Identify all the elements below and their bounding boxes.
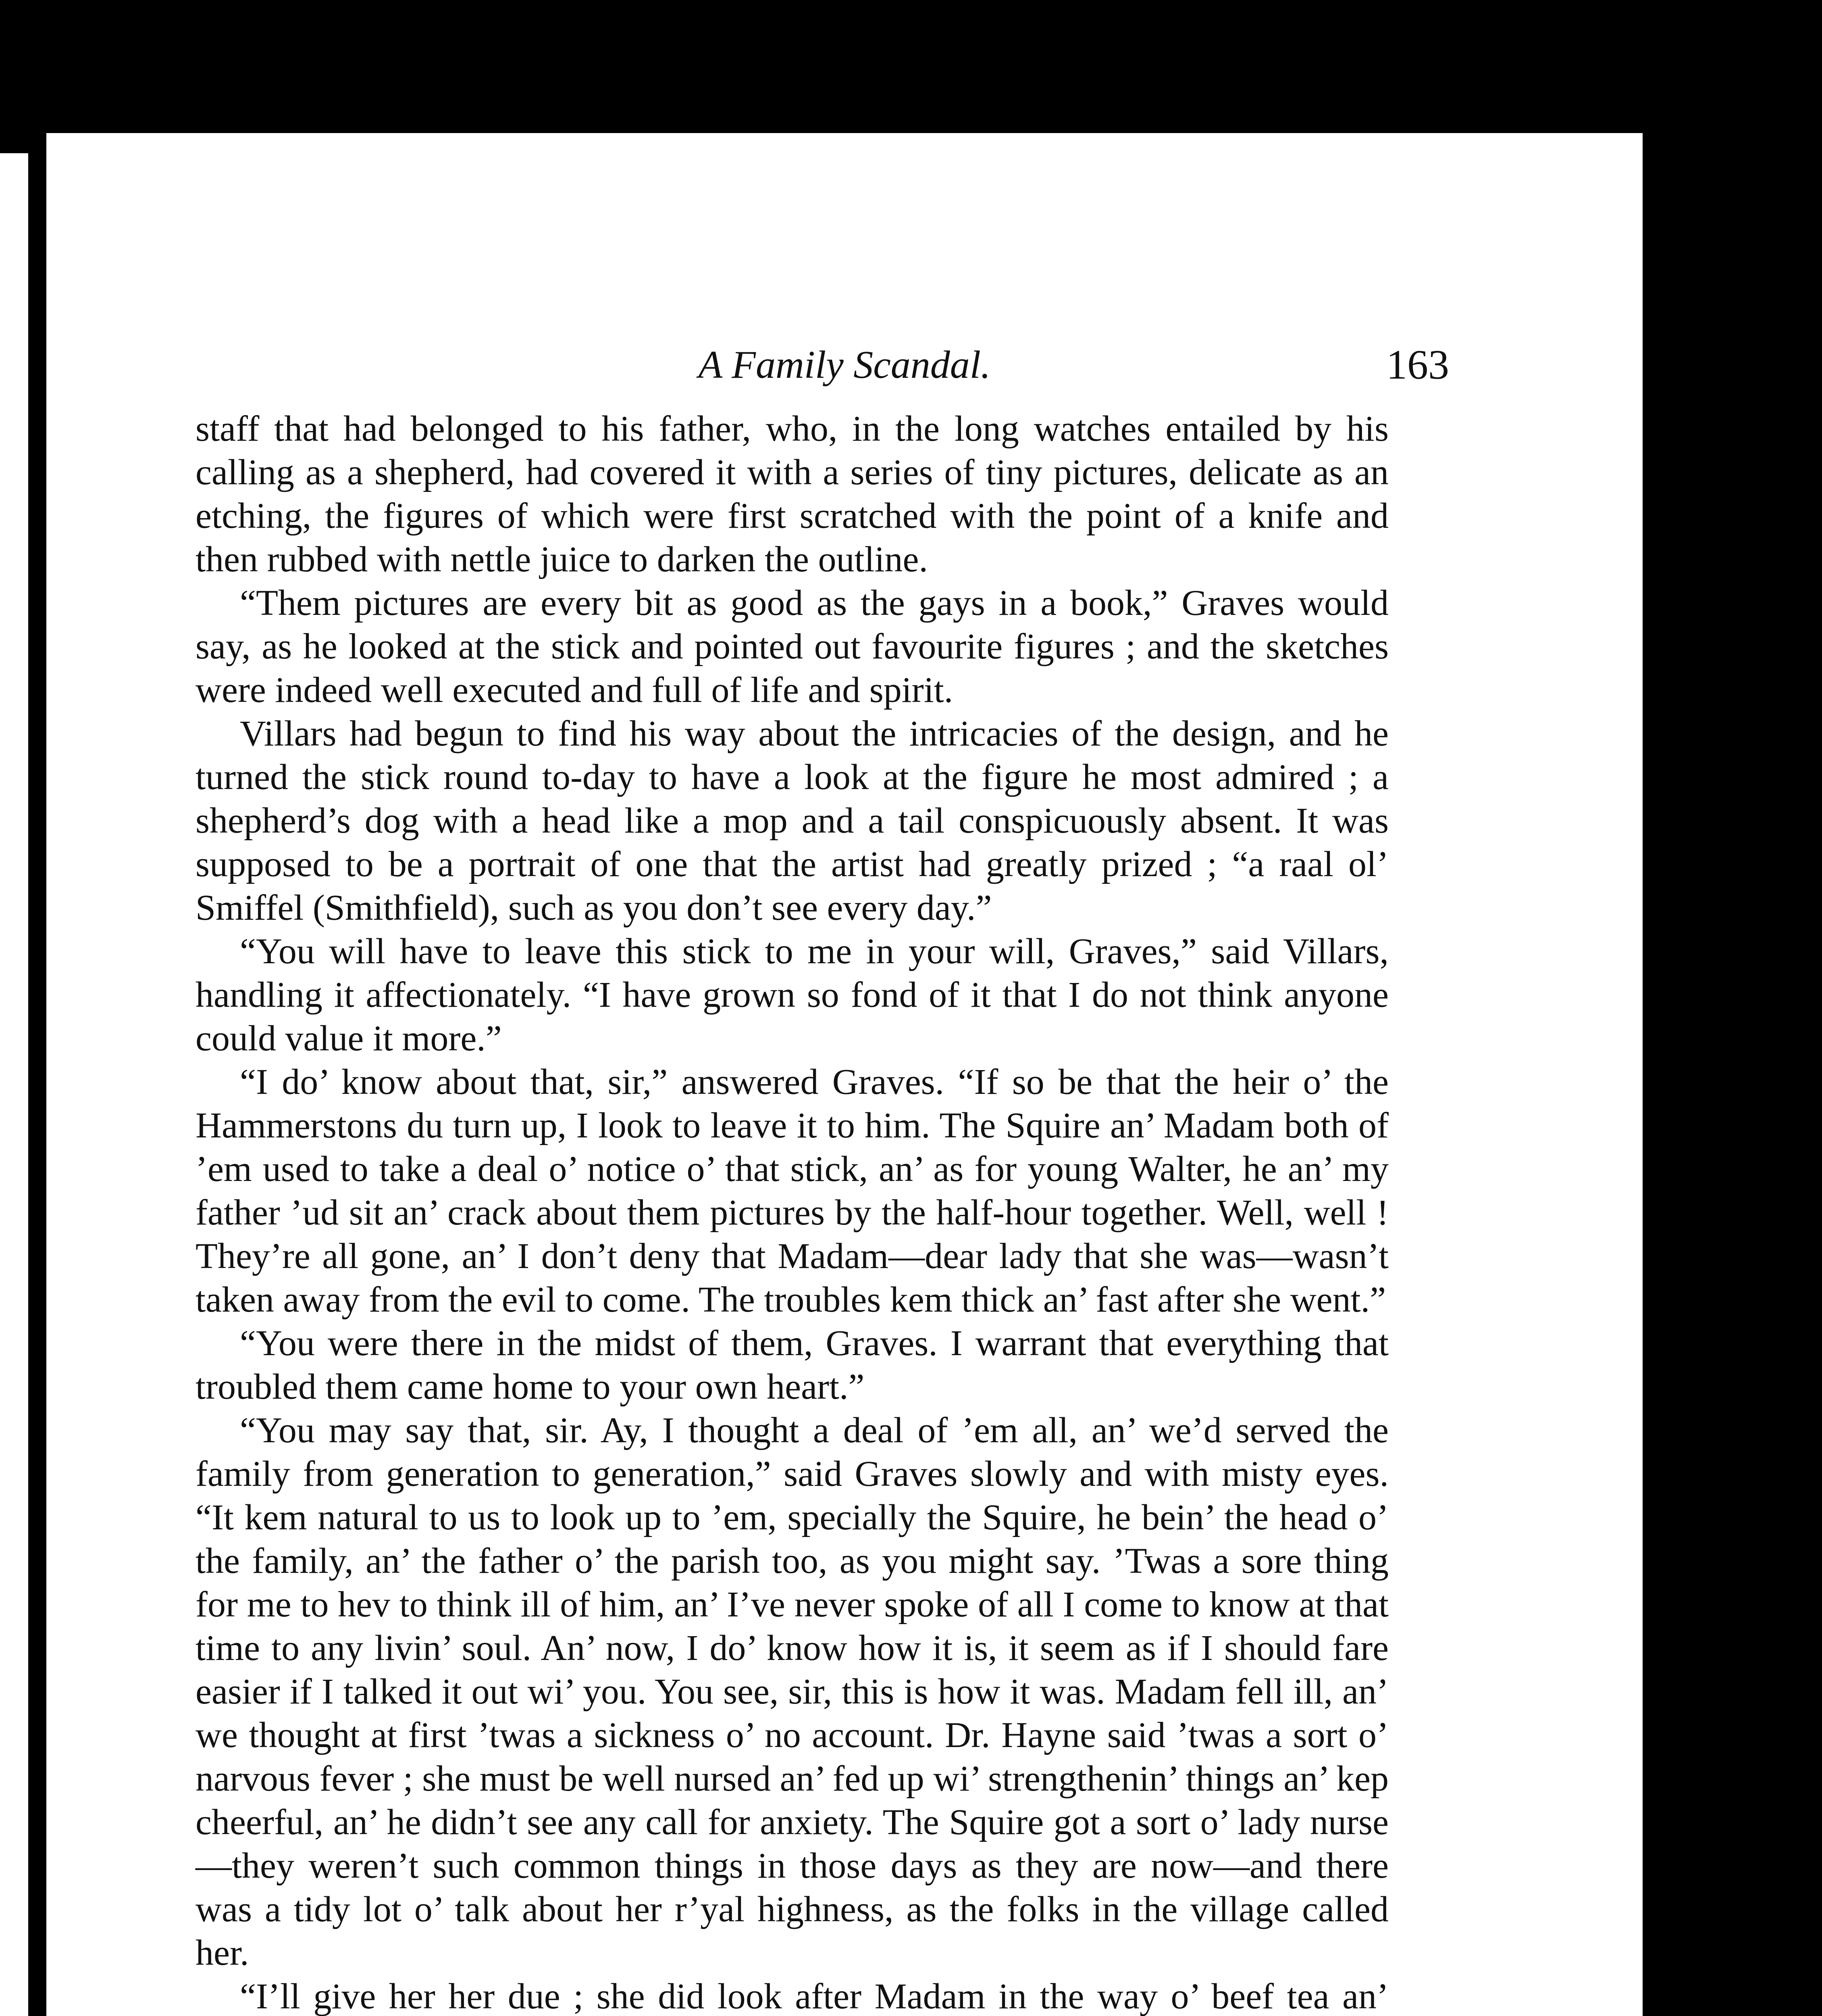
book-page (46, 133, 1643, 2016)
paragraph: “I do’ know about that, sir,” answered Graves. “If so be that the heir o’ the Hammerstons du turn up, I look to leave it to him. The Squire an’ Madam both of ’em used to take a deal o’ notice o’ that stick, an’ as for young Walter, he an’ my father ’ud sit an’ crack about them pictures by the half-hour together. Well, well ! They’re all gone, an’ I don’t deny that Madam—dear lady that she was—wasn’t taken away from the evil to come. The troubles kem thick an’ fast after she went.” (196, 1062, 1389, 1320)
paragraph: Villars had begun to find his way about the intricacies of the design, and he turned the stick round to-day to have a look at the figure he most admired ; a shepherd’s dog with a head like a mop and a tail conspicuously absent. It was supposed to be a portrait of one that the artist had greatly prized ; “a raal ol’ Smiffel (Smithfield), such as you don’t see every day.” (196, 714, 1389, 928)
paragraph: “You may say that, sir. Ay, I thought a deal of ’em all, an’ we’d served the family from generation to generation,” said Graves slowly and with misty eyes. “It kem natural to us to look up to ’em, specially the Squire, he bein’ the head o’ the family, an’ the father o’ the parish too, as you might say. ’Twas a sore thing for me to hev to think ill of him, an’ I’ve never spoke of all I come to know at that time to any livin’ soul. An’ now, I do’ know how it is, it seem as if I should fare easier if I talked it out wi’ you. You see, sir, this is how it was. Madam fell ill, an’ we thought at first ’twas a sickness o’ no account. Dr. Hayne said ’twas a sort o’ narvous fever ; she must be well nursed an’ fed up wi’ strengthenin’ things an’ kep cheerful, an’ he didn’t see any call for anxiety. The Squire got a sort o’ lady nurse—they weren’t such common things in those days as they are now—and there was a tidy lot o’ talk about her r’yal highness, as the folks in the village called her. (196, 1410, 1389, 1973)
paragraph: “Them pictures are every bit as good as the gays in a book,” Graves would say, as he looked at the stick and pointed out favourite figures ; and the sketches were indeed well executed and full of life and spirit. (196, 583, 1389, 710)
page-header (46, 335, 1643, 395)
paragraph: “You will have to leave this stick to me in your will, Graves,” said Villars, handling it affectionately. “I have grown so fond of it that I do not think anyone could value it more.” (196, 931, 1389, 1058)
paragraph: “I’ll give her her due ; she did look after Madam in the way o’ beef tea an’ (240, 1976, 1389, 2016)
body-text (196, 407, 1389, 2016)
adjacent-page-edge (0, 153, 28, 2016)
paragraph-continuation: staff that had belonged to his father, who, in the long watches entailed by his calling as a shepherd, had covered it with a series of tiny pictures, delicate as an etching, the figures of which were first scratched with the point of a knife and then rubbed with nettle juice to darken the outline. (196, 409, 1389, 579)
running-title: A Family Scandal. (698, 343, 991, 387)
page-number: 163 (1386, 342, 1449, 388)
paragraph: “You were there in the midst of them, Graves. I warrant that everything that troubled them came home to your own heart.” (196, 1323, 1389, 1407)
